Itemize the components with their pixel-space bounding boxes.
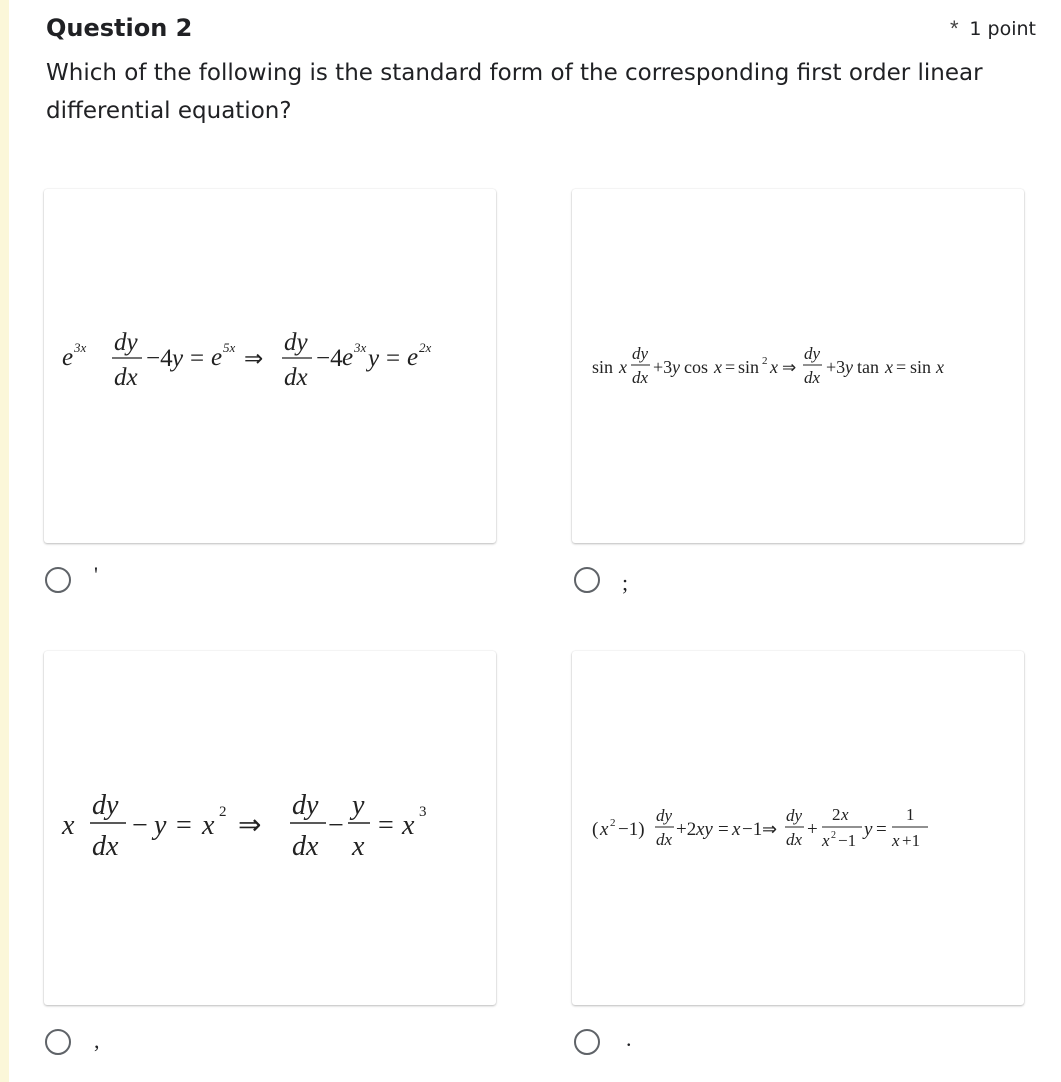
svg-text:e: e	[62, 344, 74, 371]
option-2-equation	[572, 189, 1024, 543]
svg-text:=: =	[176, 810, 192, 841]
svg-text:x: x	[770, 357, 778, 377]
svg-text:=: =	[378, 810, 394, 841]
svg-text:⇒: ⇒	[762, 819, 778, 839]
svg-text:y: y	[368, 345, 380, 372]
svg-text:5x: 5x	[223, 340, 236, 355]
svg-text:e: e	[342, 344, 354, 371]
svg-text:dx: dx	[786, 830, 803, 849]
option-4-equation	[572, 651, 1024, 1005]
svg-text:x: x	[402, 810, 415, 841]
svg-text:x: x	[202, 810, 215, 841]
option-4-image	[572, 651, 1024, 1005]
svg-text:−1: −1	[838, 831, 857, 850]
svg-text:2: 2	[831, 830, 836, 841]
svg-text:=: =	[190, 345, 205, 372]
left-accent-bar	[0, 0, 9, 1082]
svg-text:dy: dy	[292, 790, 319, 821]
svg-text:−1): −1)	[618, 819, 645, 840]
svg-text:x: x	[619, 357, 627, 377]
svg-text:x: x	[841, 805, 849, 824]
svg-text:⇒: ⇒	[244, 346, 264, 371]
svg-text:dy: dy	[786, 806, 803, 825]
svg-text:3x: 3x	[74, 340, 87, 355]
svg-text:y: y	[672, 357, 680, 377]
question-text: Which of the following is the standard form of the corresponding first order linear differential equation?	[46, 60, 983, 124]
svg-text:dx: dx	[656, 830, 673, 849]
svg-text:=: =	[386, 345, 401, 372]
option-1-image	[44, 189, 496, 543]
svg-text:cos: cos	[684, 357, 708, 377]
svg-text:=: =	[718, 819, 729, 840]
svg-text:dx: dx	[114, 364, 138, 391]
question-title: Question 2	[46, 14, 193, 42]
svg-text:y: y	[154, 810, 167, 841]
option-2-label: ;	[622, 570, 629, 595]
option-2-radio[interactable]	[574, 567, 600, 593]
svg-text:dx: dx	[92, 831, 119, 862]
option-1-equation	[44, 189, 496, 543]
svg-text:y: y	[172, 345, 184, 372]
svg-text:e: e	[407, 344, 419, 371]
svg-text:3x: 3x	[354, 340, 367, 355]
svg-text:=: =	[876, 819, 887, 840]
svg-text:x: x	[892, 831, 900, 850]
svg-text:x: x	[62, 810, 75, 841]
svg-text:dy: dy	[632, 344, 649, 363]
svg-text:−1: −1	[742, 819, 763, 840]
svg-text:dx: dx	[284, 364, 308, 391]
svg-text:−4: −4	[146, 345, 173, 372]
svg-text:y: y	[845, 357, 853, 377]
option-3-label: ,	[94, 1028, 100, 1053]
svg-text:−: −	[328, 810, 344, 841]
svg-text:2x: 2x	[419, 340, 432, 355]
svg-text:xy: xy	[696, 819, 713, 840]
svg-text:−4: −4	[316, 345, 343, 372]
svg-text:e: e	[211, 344, 223, 371]
svg-text:x: x	[936, 357, 944, 377]
svg-text:dx: dx	[292, 831, 319, 862]
svg-text:+3: +3	[653, 357, 673, 377]
option-4-radio[interactable]	[574, 1029, 600, 1055]
required-asterisk: *	[950, 16, 959, 41]
option-4-label: .	[626, 1026, 632, 1051]
svg-text:1: 1	[906, 805, 915, 824]
question-points: 1 point	[969, 18, 1036, 40]
svg-text:x: x	[714, 357, 722, 377]
svg-text:x: x	[352, 831, 365, 862]
svg-text:dy: dy	[284, 329, 308, 356]
svg-text:⇒: ⇒	[238, 810, 262, 841]
svg-text:+1: +1	[902, 831, 921, 850]
svg-text:(: (	[592, 819, 599, 840]
svg-text:y: y	[352, 790, 365, 821]
svg-text:=: =	[725, 357, 736, 377]
svg-text:tan: tan	[857, 357, 879, 377]
svg-text:2: 2	[762, 355, 768, 367]
svg-text:+2: +2	[676, 819, 697, 840]
option-3-image	[44, 651, 496, 1005]
svg-text:2: 2	[219, 804, 227, 820]
svg-text:sin: sin	[738, 357, 760, 377]
option-1-radio[interactable]	[45, 567, 71, 593]
svg-text:y: y	[864, 819, 873, 840]
option-1-label: '	[94, 562, 98, 587]
svg-text:3: 3	[419, 804, 427, 820]
option-2-image	[572, 189, 1024, 543]
question-header	[46, 14, 1036, 46]
svg-text:sin: sin	[910, 357, 932, 377]
svg-text:dy: dy	[804, 344, 821, 363]
svg-text:dx: dx	[632, 368, 649, 387]
svg-text:x: x	[885, 357, 893, 377]
svg-text:dy: dy	[92, 790, 119, 821]
svg-text:2: 2	[610, 817, 616, 829]
svg-text:sin: sin	[592, 357, 614, 377]
svg-text:dy: dy	[114, 329, 138, 356]
svg-text:x: x	[822, 831, 830, 850]
option-3-equation	[44, 651, 496, 1005]
svg-text:x: x	[732, 819, 741, 840]
svg-text:dx: dx	[804, 368, 821, 387]
svg-text:+3: +3	[826, 357, 846, 377]
svg-text:=: =	[896, 357, 907, 377]
svg-text:2: 2	[832, 805, 841, 824]
option-3-radio[interactable]	[45, 1029, 71, 1055]
svg-text:−: −	[132, 810, 148, 841]
svg-text:⇒: ⇒	[782, 358, 797, 377]
svg-text:+: +	[807, 819, 818, 840]
svg-text:x: x	[600, 819, 609, 840]
svg-text:dy: dy	[656, 806, 673, 825]
